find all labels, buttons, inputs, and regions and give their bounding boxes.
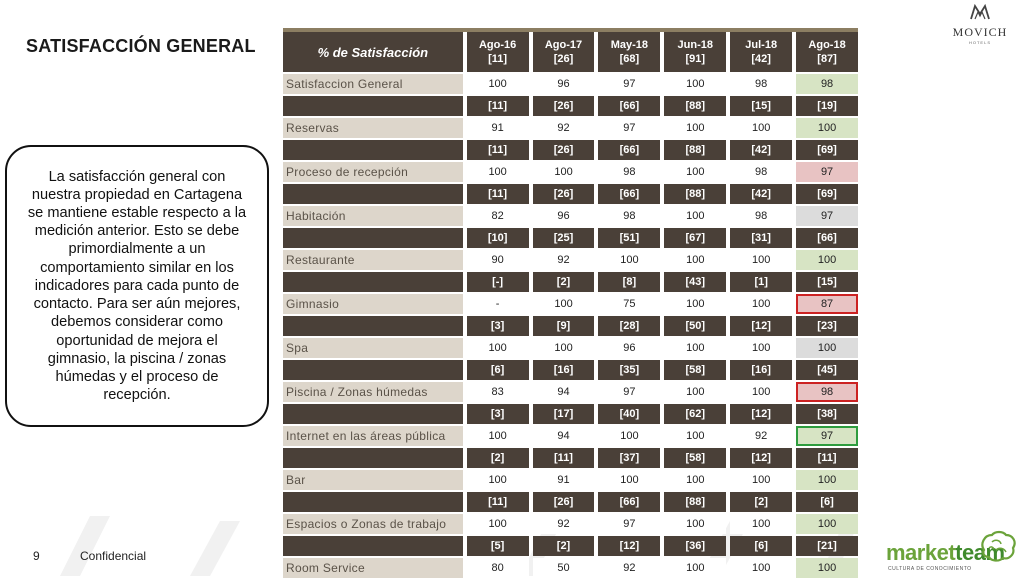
sample-cell: [2] (467, 448, 529, 468)
value-cell: 100 (730, 294, 792, 314)
sample-cell: [3] (467, 404, 529, 424)
period-sample: [68] (619, 53, 640, 65)
value-row (283, 470, 858, 490)
row-label: Reservas (283, 118, 463, 138)
sample-row (283, 536, 858, 556)
row-label: Espacios o Zonas de trabajo (283, 514, 463, 534)
value-cell: 100 (730, 382, 792, 402)
sample-row (283, 272, 858, 292)
period-month: May-18 (610, 39, 649, 51)
sample-cell: [11] (467, 140, 529, 160)
sample-cell: [6] (730, 536, 792, 556)
value-cell: 100 (467, 470, 529, 490)
value-cell: 100 (796, 118, 858, 138)
value-cell: 96 (533, 206, 595, 226)
value-cell: 100 (664, 74, 726, 94)
value-cell: 92 (533, 250, 595, 270)
sample-cell: [2] (730, 492, 792, 512)
general-row (283, 74, 858, 94)
sample-cell: [42] (730, 184, 792, 204)
sample-cell: [2] (533, 272, 595, 292)
page-title: SATISFACCIÓN GENERAL (26, 36, 256, 56)
sample-cell: [8] (598, 272, 660, 292)
sample-cell: [26] (533, 96, 595, 116)
value-cell: 98 (730, 162, 792, 182)
value-cell: 96 (533, 74, 595, 94)
row-label: Piscina / Zonas húmedas (283, 382, 463, 402)
sample-cell: [31] (730, 228, 792, 248)
sample-cell: [66] (598, 492, 660, 512)
period-sample: [11] (488, 53, 508, 65)
row-label: Internet en las áreas pública (283, 426, 463, 446)
sample-cell: [67] (664, 228, 726, 248)
value-cell: 100 (730, 514, 792, 534)
sample-cell: [11] (467, 492, 529, 512)
value-cell: 98 (730, 206, 792, 226)
value-cell: 100 (533, 294, 595, 314)
sample-row (283, 184, 858, 204)
period-month: Ago-17 (544, 39, 583, 51)
sample-cell: [19] (796, 96, 858, 116)
value-cell: 92 (533, 118, 595, 138)
brand-part1: market (886, 540, 956, 565)
satisfaction-table (283, 28, 858, 578)
sample-cell: [69] (796, 184, 858, 204)
value-row (283, 514, 858, 534)
period-month: Jul-18 (745, 39, 778, 51)
sample-cell: [26] (533, 140, 595, 160)
sample-cell: [15] (730, 96, 792, 116)
value-cell: 50 (533, 558, 595, 578)
period-header (467, 32, 529, 72)
label-spacer (283, 492, 463, 512)
value-row (283, 206, 858, 226)
sample-cell: [2] (533, 536, 595, 556)
sample-cell: [11] (533, 448, 595, 468)
sample-cell: [38] (796, 404, 858, 424)
value-cell: 100 (664, 162, 726, 182)
sample-cell: [25] (533, 228, 595, 248)
value-cell: 100 (467, 338, 529, 358)
period-header (730, 32, 792, 72)
value-cell: - (467, 294, 529, 314)
sample-row (283, 96, 858, 116)
sample-cell: [50] (664, 316, 726, 336)
sample-cell: [6] (796, 492, 858, 512)
period-sample: [87] (817, 53, 837, 65)
value-cell: 100 (467, 74, 529, 94)
period-header (664, 32, 726, 72)
value-cell: 91 (533, 470, 595, 490)
period-header (796, 32, 858, 72)
sample-cell: [66] (598, 140, 660, 160)
sample-cell: [12] (598, 536, 660, 556)
sample-cell: [66] (598, 184, 660, 204)
sample-cell: [5] (467, 536, 529, 556)
value-cell: 100 (664, 426, 726, 446)
value-cell: 97 (598, 382, 660, 402)
sample-cell: [69] (796, 140, 858, 160)
period-sample: [42] (751, 53, 771, 65)
value-cell: 100 (730, 338, 792, 358)
value-cell: 97 (796, 426, 858, 446)
value-cell: 100 (467, 514, 529, 534)
sample-cell: [58] (664, 360, 726, 380)
value-cell: 97 (598, 118, 660, 138)
value-row (283, 250, 858, 270)
value-cell: 83 (467, 382, 529, 402)
sample-cell: [40] (598, 404, 660, 424)
brain-icon (978, 530, 1018, 564)
sample-cell: [51] (598, 228, 660, 248)
value-row (283, 162, 858, 182)
value-cell: 100 (598, 250, 660, 270)
value-cell: 98 (598, 162, 660, 182)
value-cell: 100 (467, 162, 529, 182)
value-row (283, 558, 858, 578)
marketteam-logo (882, 530, 1022, 576)
value-cell: 97 (796, 162, 858, 182)
value-row (283, 426, 858, 446)
sample-cell: [88] (664, 140, 726, 160)
value-cell: 100 (664, 250, 726, 270)
value-cell: 100 (730, 470, 792, 490)
value-cell: 87 (796, 294, 858, 314)
sample-cell: [66] (598, 96, 660, 116)
period-sample: [26] (553, 53, 574, 65)
value-cell: 100 (533, 162, 595, 182)
value-cell: 100 (796, 558, 858, 578)
value-cell: 100 (730, 250, 792, 270)
sample-cell: [-] (467, 272, 529, 292)
sample-row (283, 492, 858, 512)
sample-row (283, 316, 858, 336)
value-cell: 98 (796, 74, 858, 94)
sample-cell: [10] (467, 228, 529, 248)
value-cell: 100 (598, 426, 660, 446)
sample-cell: [11] (467, 184, 529, 204)
value-cell: 100 (533, 338, 595, 358)
value-cell: 92 (533, 514, 595, 534)
value-row (283, 294, 858, 314)
value-cell: 100 (598, 470, 660, 490)
value-row (283, 118, 858, 138)
sample-cell: [88] (664, 96, 726, 116)
period-month: Jun-18 (677, 39, 714, 51)
value-cell: 97 (598, 514, 660, 534)
label-spacer (283, 140, 463, 160)
sample-cell: [26] (533, 492, 595, 512)
header-label: % de Satisfacción (283, 32, 463, 72)
confidential-label: Confidencial (80, 549, 147, 563)
movich-logo (940, 4, 1020, 45)
row-label: Habitación (283, 206, 463, 226)
period-month: Ago-16 (478, 39, 517, 51)
brand-tagline: CULTURA DE CONOCIMIENTO (888, 566, 972, 572)
sample-cell: [1] (730, 272, 792, 292)
sample-cell: [15] (796, 272, 858, 292)
label-spacer (283, 96, 463, 116)
sample-cell: [43] (664, 272, 726, 292)
sample-cell: [16] (533, 360, 595, 380)
value-cell: 100 (796, 514, 858, 534)
brand-part2: team (955, 540, 1005, 565)
sample-cell: [12] (730, 448, 792, 468)
label-spacer (283, 184, 463, 204)
value-cell: 94 (533, 426, 595, 446)
value-cell: 100 (730, 118, 792, 138)
logo-sub: HOTELS (968, 40, 991, 45)
value-cell: 100 (664, 118, 726, 138)
value-row (283, 382, 858, 402)
sample-cell: [17] (533, 404, 595, 424)
sample-row (283, 360, 858, 380)
value-cell: 100 (796, 470, 858, 490)
sample-row (283, 228, 858, 248)
value-cell: 97 (598, 74, 660, 94)
movich-emblem-icon (970, 4, 990, 20)
sample-cell: [62] (664, 404, 726, 424)
sample-cell: [11] (796, 448, 858, 468)
label-spacer (283, 272, 463, 292)
row-label: Restaurante (283, 250, 463, 270)
value-cell: 100 (664, 382, 726, 402)
label-spacer (283, 228, 463, 248)
sample-cell: [36] (664, 536, 726, 556)
value-cell: 98 (796, 382, 858, 402)
value-cell: 100 (796, 250, 858, 270)
sample-row (283, 404, 858, 424)
sample-cell: [28] (598, 316, 660, 336)
value-cell: 100 (664, 206, 726, 226)
row-label: Spa (283, 338, 463, 358)
value-cell: 100 (730, 558, 792, 578)
general-label: Satisfaccion General (283, 74, 463, 94)
period-month: Ago-18 (808, 39, 846, 51)
value-cell: 97 (796, 206, 858, 226)
sample-row (283, 448, 858, 468)
sample-cell: [12] (730, 316, 792, 336)
value-cell: 100 (796, 338, 858, 358)
sample-cell: [37] (598, 448, 660, 468)
sample-cell: [26] (533, 184, 595, 204)
value-cell: 90 (467, 250, 529, 270)
table-rows (283, 96, 858, 578)
value-cell: 91 (467, 118, 529, 138)
period-sample: [91] (685, 53, 706, 65)
row-label: Proceso de recepción (283, 162, 463, 182)
sample-cell: [23] (796, 316, 858, 336)
label-spacer (283, 536, 463, 556)
sample-cell: [3] (467, 316, 529, 336)
row-label: Bar (283, 470, 463, 490)
value-cell: 100 (467, 426, 529, 446)
logo-name: MOVICH (952, 25, 1008, 39)
row-label: Gimnasio (283, 294, 463, 314)
sample-cell: [88] (664, 492, 726, 512)
sample-row (283, 140, 858, 160)
value-cell: 94 (533, 382, 595, 402)
value-row (283, 338, 858, 358)
value-cell: 80 (467, 558, 529, 578)
value-cell: 100 (664, 470, 726, 490)
value-cell: 100 (664, 558, 726, 578)
sample-cell: [58] (664, 448, 726, 468)
sample-cell: [42] (730, 140, 792, 160)
sample-cell: [9] (533, 316, 595, 336)
summary-callout (5, 145, 269, 427)
period-header (533, 32, 595, 72)
label-spacer (283, 448, 463, 468)
value-cell: 75 (598, 294, 660, 314)
value-cell: 96 (598, 338, 660, 358)
value-cell: 92 (730, 426, 792, 446)
value-cell: 100 (664, 294, 726, 314)
sample-cell: [66] (796, 228, 858, 248)
value-cell: 82 (467, 206, 529, 226)
summary-text: La satisfacción general con nuestra propiedad en Cartagena se mantiene estable respecto a la medición anterior. Esto se debe primordialmente a un comportamiento similar en los indicadores para cada punto de contacto. Para ser aún mejores, debemos considerar como oportunidad de mejora el gimnasio, la piscina / zonas húmedas y el proceso de recepción. (27, 168, 247, 404)
sample-cell: [88] (664, 184, 726, 204)
label-spacer (283, 360, 463, 380)
value-cell: 100 (664, 338, 726, 358)
sample-cell: [21] (796, 536, 858, 556)
sample-cell: [45] (796, 360, 858, 380)
sample-cell: [11] (467, 96, 529, 116)
page-number: 9 (33, 549, 40, 563)
period-header (598, 32, 660, 72)
value-cell: 100 (664, 514, 726, 534)
sample-cell: [6] (467, 360, 529, 380)
sample-cell: [16] (730, 360, 792, 380)
table-header (283, 32, 858, 72)
sample-cell: [12] (730, 404, 792, 424)
value-cell: 98 (730, 74, 792, 94)
value-cell: 98 (598, 206, 660, 226)
label-spacer (283, 316, 463, 336)
label-spacer (283, 404, 463, 424)
value-cell: 92 (598, 558, 660, 578)
sample-cell: [35] (598, 360, 660, 380)
row-label: Room Service (283, 558, 463, 578)
